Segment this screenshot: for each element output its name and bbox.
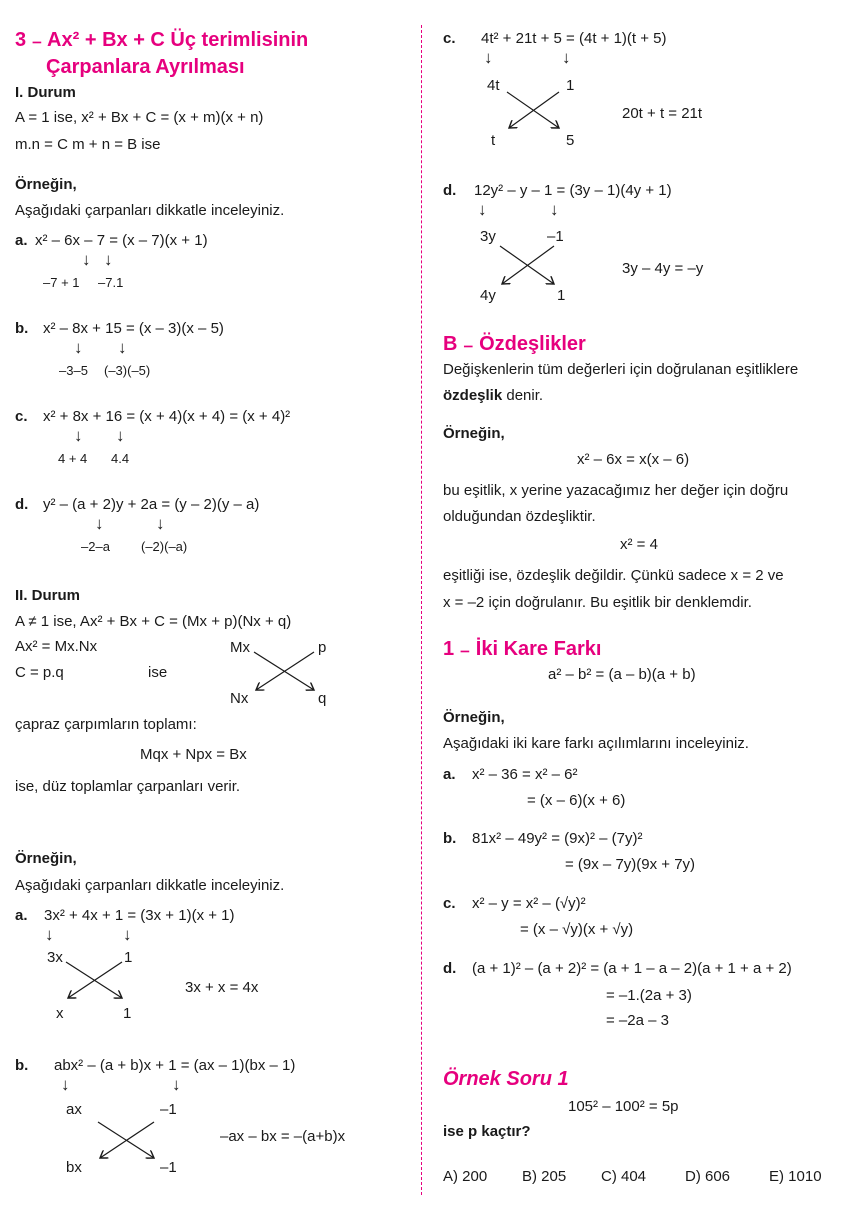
- cross-result: 20t + t = 21t: [622, 105, 703, 122]
- cross-result: 3x + x = 4x: [185, 979, 259, 996]
- ornegin-label: Örneğin,: [15, 176, 77, 193]
- down-arrow-icon: ↓: [123, 925, 132, 944]
- durum2-line1: A ≠ 1 ise, Ax² + Bx + C = (Mx + p)(Nx + q): [15, 613, 292, 630]
- ornegin-label: Örneğin,: [443, 425, 505, 442]
- durum1-line2: m.n = C m + n = B ise: [15, 136, 161, 153]
- section-title: 3 ₋ Ax² + Bx + C Üç terimlisinin: [15, 29, 309, 51]
- example-line: = –1.(2a + 3): [606, 987, 692, 1004]
- example-line: 81x² – 49y² = (9x)² – (7y)²: [472, 830, 643, 847]
- cross-multiply-diagram: [250, 650, 320, 694]
- example-label: a.: [15, 907, 28, 924]
- example-line: = (x – 6)(x + 6): [527, 792, 626, 809]
- cross-result: 3y – 4y = –y: [622, 260, 704, 277]
- product-note: (–3)(–5): [104, 363, 151, 378]
- answer-choice-c[interactable]: C) 404: [601, 1168, 647, 1185]
- example-label: b.: [15, 1057, 29, 1074]
- example-line: = (x – √y)(x + √y): [520, 921, 634, 938]
- down-arrow-icon: ↓: [74, 426, 83, 445]
- example-label: a.: [15, 232, 28, 249]
- question-text: ise p kaçtır?: [443, 1123, 531, 1140]
- section-1-title: 1 ₋ İki Kare Farkı: [443, 638, 602, 660]
- cross-term: –1: [160, 1159, 177, 1176]
- down-arrow-icon: ↓: [95, 514, 104, 533]
- cross-term: Nx: [230, 690, 249, 707]
- durum2-line2: Ax² = Mx.Nx: [15, 638, 98, 655]
- cross-term: –1: [547, 228, 564, 245]
- example-label: b.: [443, 830, 457, 847]
- cross-term: 3y: [480, 228, 496, 245]
- cross-term: 4t: [487, 77, 500, 94]
- cross-term: –1: [160, 1101, 177, 1118]
- example-equation: x² – 8x + 15 = (x – 3)(x – 5): [43, 320, 224, 337]
- example-line: = –2a – 3: [606, 1012, 669, 1029]
- column-divider: [421, 25, 422, 1195]
- cross-term: x: [56, 1005, 64, 1022]
- down-arrow-icon: ↓: [478, 200, 487, 219]
- example-label: d.: [443, 960, 457, 977]
- down-arrow-icon: ↓: [104, 250, 113, 269]
- example-label: a.: [443, 766, 456, 783]
- cross-term: Mx: [230, 639, 250, 656]
- b-text: x = –2 için doğrulanır. Bu eşitlik bir denklemdir.: [443, 594, 752, 611]
- down-arrow-icon: ↓: [484, 48, 493, 67]
- section-title-line2: Çarpanlara Ayrılması: [46, 56, 245, 78]
- example-equation: x² – 6x – 7 = (x – 7)(x + 1): [35, 232, 208, 249]
- cross-term: 3x: [47, 949, 63, 966]
- example-line: (a + 1)² – (a + 2)² = (a + 1 – a – 2)(a + 1 + a + 2): [472, 960, 792, 977]
- b-term-rest: denir.: [502, 387, 544, 404]
- example-question-title: Örnek Soru 1: [443, 1068, 569, 1090]
- b-equation: x² = 4: [620, 536, 658, 553]
- example-equation: 12y² – y – 1 = (3y – 1)(4y + 1): [474, 182, 672, 199]
- example-label: d.: [15, 496, 29, 513]
- down-arrow-icon: ↓: [116, 426, 125, 445]
- cross-term: 1: [566, 77, 575, 94]
- example-label: b.: [15, 320, 29, 337]
- durum2-line3: C = p.q: [15, 664, 64, 681]
- example-line: x² – 36 = x² – 6²: [472, 766, 578, 783]
- cross-term: q: [318, 690, 327, 707]
- cross-term: p: [318, 639, 327, 656]
- cross-multiply-diagram: [505, 90, 565, 132]
- cross-sum-formula: Mqx + Npx = Bx: [140, 746, 247, 763]
- down-arrow-icon: ↓: [61, 1075, 70, 1094]
- b-equation: x² – 6x = x(x – 6): [577, 451, 690, 468]
- cross-result: –ax – bx = –(a+b)x: [220, 1128, 346, 1145]
- down-arrow-icon: ↓: [562, 48, 571, 67]
- cross-term: t: [491, 132, 496, 149]
- example-equation: 4t² + 21t + 5 = (4t + 1)(t + 5): [481, 30, 667, 47]
- answer-choice-d[interactable]: D) 606: [685, 1168, 731, 1185]
- sum-note: –2–a: [81, 539, 110, 554]
- example-line: = (9x – 7y)(9x + 7y): [565, 856, 696, 873]
- product-note: 4.4: [111, 451, 130, 466]
- answer-choice-e[interactable]: E) 1010: [769, 1168, 822, 1185]
- intro-text: Aşağıdaki çarpanları dikkatle inceleyiniz.: [15, 877, 285, 894]
- sum-note: –3–5: [59, 363, 88, 378]
- b-definition: [443, 387, 543, 405]
- question-equation: 105² – 100² = 5p: [568, 1098, 679, 1115]
- example-equation: x² + 8x + 16 = (x + 4)(x + 4) = (x + 4)²: [43, 408, 291, 425]
- product-note: –7.1: [98, 275, 124, 290]
- b-text: olduğundan özdeşliktir.: [443, 508, 596, 525]
- down-arrow-icon: ↓: [82, 250, 91, 269]
- ornegin-label: Örneğin,: [443, 709, 505, 726]
- cross-term: bx: [66, 1159, 82, 1176]
- durum2-line5: ise, düz toplamlar çarpanları verir.: [15, 778, 241, 795]
- down-arrow-icon: ↓: [118, 338, 127, 357]
- example-label: c.: [443, 895, 456, 912]
- durum2-heading: II. Durum: [15, 587, 81, 604]
- example-label: c.: [443, 30, 456, 47]
- intro-text: Aşağıdaki iki kare farkı açılımlarını inceleyiniz.: [443, 735, 749, 752]
- section-b-title: B ₋ Özdeşlikler: [443, 333, 586, 355]
- down-arrow-icon: ↓: [74, 338, 83, 357]
- cross-term: 1: [124, 949, 133, 966]
- product-note: (–2)(–a): [141, 539, 188, 554]
- cross-multiply-diagram: [96, 1120, 160, 1162]
- example-line: x² – y = x² – (√y)²: [472, 895, 586, 912]
- b-text: eşitliği ise, özdeşlik değildir. Çünkü sadece x = 2 ve: [443, 567, 784, 584]
- down-arrow-icon: ↓: [156, 514, 165, 533]
- down-arrow-icon: ↓: [45, 925, 54, 944]
- durum2-ise: ise: [148, 664, 168, 681]
- cross-term: 5: [566, 132, 575, 149]
- cross-term: 1: [557, 287, 566, 304]
- down-arrow-icon: ↓: [550, 200, 559, 219]
- example-equation: abx² – (a + b)x + 1 = (ax – 1)(bx – 1): [54, 1057, 296, 1074]
- cross-term: 1: [123, 1005, 132, 1022]
- example-equation: 3x² + 4x + 1 = (3x + 1)(x + 1): [44, 907, 235, 924]
- example-equation: y² – (a + 2)y + 2a = (y – 2)(y – a): [43, 496, 260, 513]
- down-arrow-icon: ↓: [172, 1075, 181, 1094]
- b-text: bu eşitlik, x yerine yazacağımız her değer için doğru: [443, 482, 789, 499]
- durum2-line4: çapraz çarpımların toplamı:: [15, 716, 197, 733]
- example-label: d.: [443, 182, 457, 199]
- example-label: c.: [15, 408, 28, 425]
- difference-of-squares-formula: a² – b² = (a – b)(a + b): [548, 666, 696, 683]
- b-text: Değişkenlerin tüm değerleri için doğrulanan eşitliklere: [443, 361, 799, 378]
- cross-multiply-diagram: [498, 244, 560, 288]
- cross-term: 4y: [480, 287, 496, 304]
- cross-term: ax: [66, 1101, 82, 1118]
- b-term: özdeşlik: [443, 387, 503, 404]
- intro-text: Aşağıdaki çarpanları dikkatle inceleyiniz.: [15, 202, 285, 219]
- cross-multiply-diagram: [64, 960, 128, 1004]
- ornegin-label: Örneğin,: [15, 850, 77, 867]
- durum1-heading: I. Durum: [15, 84, 76, 101]
- answer-choice-a[interactable]: A) 200: [443, 1168, 488, 1185]
- durum1-line1: A = 1 ise, x² + Bx + C = (x + m)(x + n): [15, 109, 264, 126]
- answer-choice-b[interactable]: B) 205: [522, 1168, 567, 1185]
- sum-note: –7 + 1: [43, 275, 80, 290]
- sum-note: 4 + 4: [58, 451, 88, 466]
